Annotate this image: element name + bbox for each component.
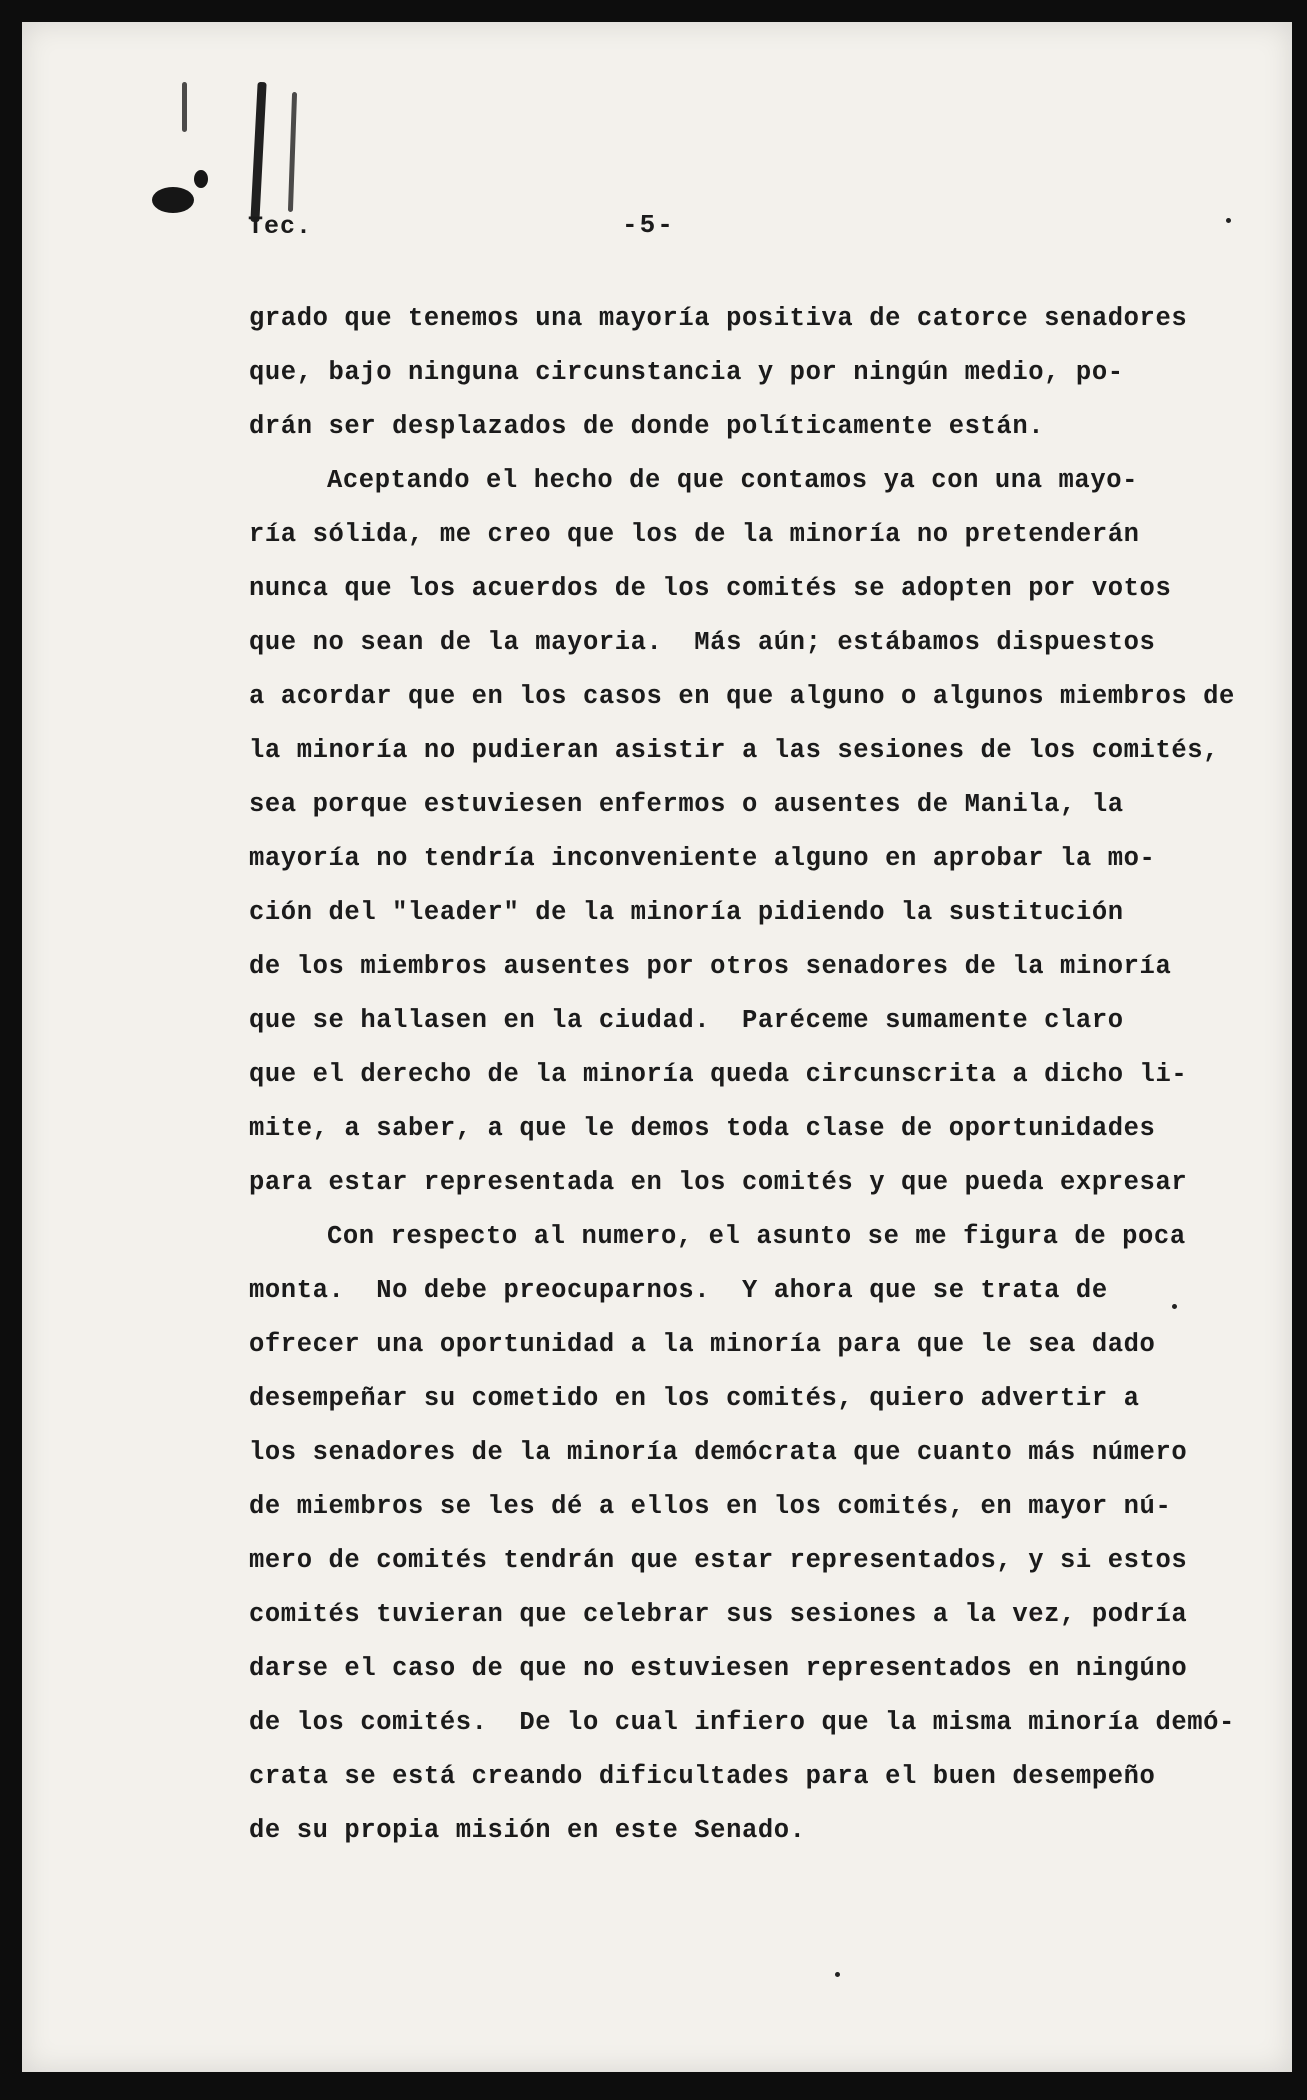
text-line: grado que tenemos una mayoría positiva de catorce senadores — [249, 304, 1188, 333]
page-content — [22, 22, 1292, 2072]
text-line: monta. No debe preocuparnos. Y ahora que se trata de — [249, 1276, 1108, 1305]
text-line: drán ser desplazados de donde políticamente están. — [249, 412, 1045, 441]
text-line: mite, a saber, a que le demos toda clase de oportunidades — [249, 1114, 1156, 1143]
text-line: que, bajo ninguna circunstancia y por ningún medio, po- — [249, 358, 1124, 387]
text-line: de miembros se les dé a ellos en los comités, en mayor nú- — [249, 1492, 1172, 1521]
text-line: que se hallasen en la ciudad. Paréceme sumamente claro — [249, 1006, 1124, 1035]
text-line: desempeñar su cometido en los comités, quiero advertir a — [249, 1384, 1140, 1413]
text-line: darse el caso de que no estuviesen representados en ningúno — [249, 1654, 1188, 1683]
ink-mark-stroke — [250, 82, 266, 222]
paragraph — [249, 292, 1249, 454]
text-line: mayoría no tendría inconveniente alguno en aprobar la mo- — [249, 844, 1156, 873]
ink-blot — [152, 187, 194, 213]
document-page — [22, 22, 1292, 2072]
ink-mark-stroke — [182, 82, 187, 132]
text-line: comités tuvieran que celebrar sus sesiones a la vez, podría — [249, 1600, 1188, 1629]
text-line: sea porque estuviesen enfermos o ausentes de Manila, la — [249, 790, 1124, 819]
text-line: los senadores de la minoría demócrata que cuanto más número — [249, 1438, 1188, 1467]
text-line: de los miembros ausentes por otros senadores de la minoría — [249, 952, 1172, 981]
text-line: de su propia misión en este Senado. — [249, 1816, 806, 1845]
text-line: mero de comités tendrán que estar representados, y si estos — [249, 1546, 1188, 1575]
page-number: -5- — [622, 210, 675, 240]
text-line: a acordar que en los casos en que alguno o algunos miembros de — [249, 682, 1235, 711]
text-line: para estar representada en los comités y que pueda expresar — [249, 1168, 1188, 1197]
text-line: Aceptando el hecho de que contamos ya con una mayo- — [327, 466, 1139, 495]
ink-speck — [835, 1972, 840, 1977]
paragraph — [249, 1210, 1249, 1858]
text-line: crata se está creando dificultades para el buen desempeño — [249, 1762, 1156, 1791]
text-line: nunca que los acuerdos de los comités se adopten por votos — [249, 574, 1172, 603]
text-line: ría sólida, me creo que los de la minoría no pretenderán — [249, 520, 1140, 549]
text-line: la minoría no pudieran asistir a las sesiones de los comités, — [249, 736, 1220, 765]
ink-blot — [194, 170, 208, 188]
text-line: que el derecho de la minoría queda circunscrita a dicho li- — [249, 1060, 1188, 1089]
text-line: ción del "leader" de la minoría pidiendo la sustitución — [249, 898, 1124, 927]
ink-mark-stroke — [288, 92, 297, 212]
ink-speck — [1226, 218, 1231, 223]
body-text — [249, 292, 1249, 1858]
text-line: ofrecer una oportunidad a la minoría para que le sea dado — [249, 1330, 1156, 1359]
paragraph — [249, 454, 1249, 1210]
header-reference: Tec. — [248, 212, 313, 241]
text-line: de los comités. De lo cual infiero que la misma minoría demó- — [249, 1708, 1235, 1737]
text-line: que no sean de la mayoria. Más aún; estábamos dispuestos — [249, 628, 1156, 657]
text-line: Con respecto al numero, el asunto se me figura de poca — [327, 1222, 1186, 1251]
